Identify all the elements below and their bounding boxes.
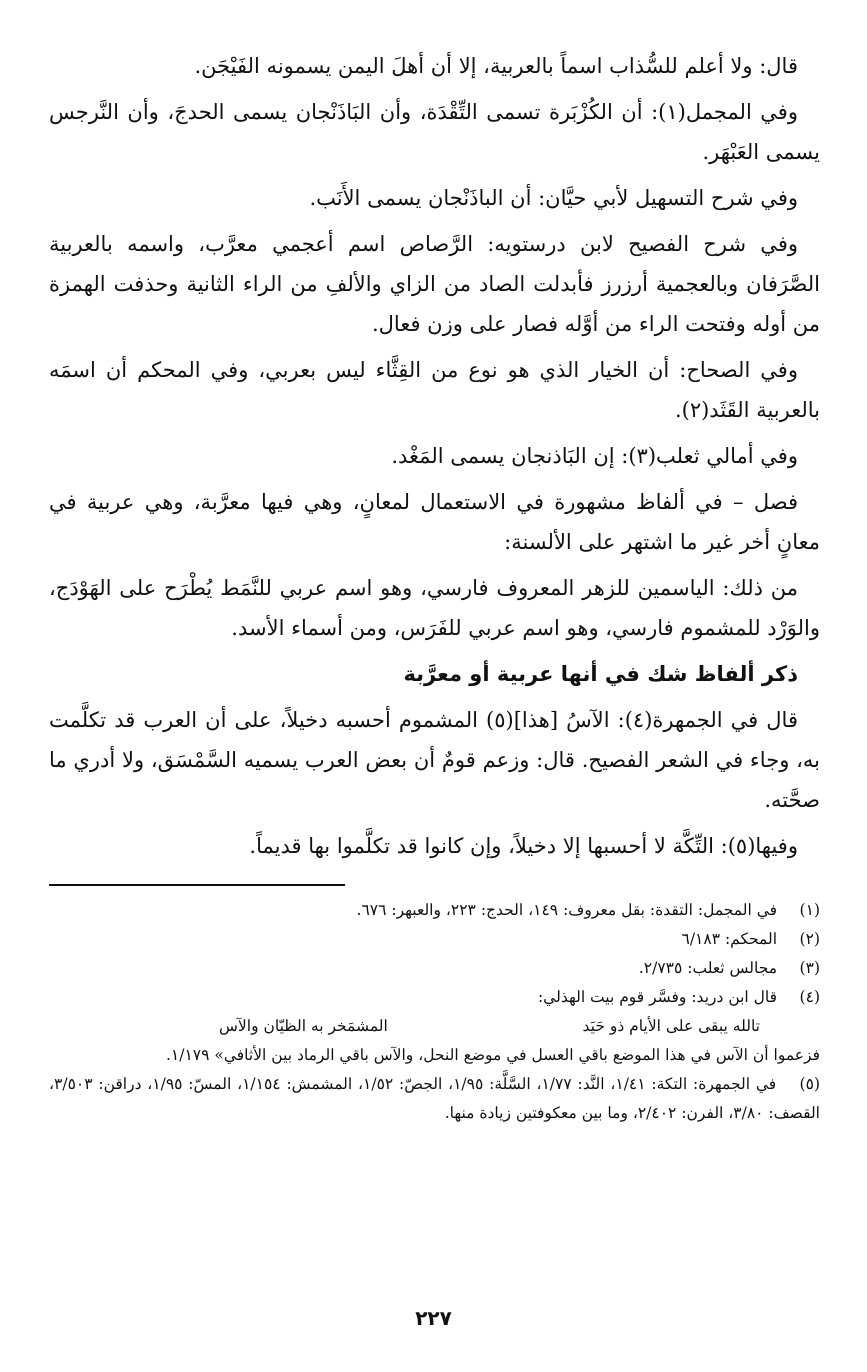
paragraph-sudhab: قال: ولا أعلم للسُّذاب اسماً بالعربية، إلا أن أهلَ اليمن يسمونه الفَيْجَن. [194, 54, 798, 78]
section-heading: ذكر ألفاظ شك في أنها عربية أو معرَّبة [403, 662, 798, 686]
footnote-4-continuation: فزعموا أن الآس في هذا الموضع باقي العسل في موضع النحل، والآس باقي الرماد بين الأثافي» ١/١٧٩. [165, 1046, 820, 1064]
footnote-number: (٤) [799, 988, 820, 1006]
footnote-number: (١) [799, 901, 820, 919]
footnote-1 [49, 896, 820, 925]
paragraph-tashil: وفي شرح التسهيل لأبي حيَّان: أن الباذَنْجان يسمى الأَنَب. [309, 186, 798, 210]
footnote-5 [49, 1070, 820, 1128]
footnote-number: (٥) [799, 1075, 820, 1093]
footnote-text: مجالس ثعلب: ٢/٧٣٥. [638, 959, 778, 977]
footnote-number: (٣) [799, 959, 820, 977]
footnote-2 [49, 925, 820, 954]
footnote-number: (٢) [799, 930, 820, 948]
footnote-3 [49, 954, 820, 983]
poem-verse [49, 1012, 820, 1041]
footnote-separator-wrap [49, 872, 820, 896]
footnote-text: في الجمهرة: التكة: ١/٤١، النَّد: ١/٧٧، السَّلَّة: ١/٩٥، الجصّ: ١/٥٢، المشمش: ١/١٥٤، المسّ: ١/٩٥، دراقن: ٣/٥٠٣، القصف: ٣/٨٠، الفرن: ٢/٤٠٢، وما بين معكوفتين زيادة منها. [49, 1075, 820, 1122]
paragraph-fasih: وفي شرح الفصيح لابن درستويه: الرَّصاص اسم أعجمي معرَّب، واسمه بالعربية الصَّرَفان وبالعجمية أرزرز فأبدلت الصاد من الزاي والألفِ من الراء الثانية وحذفت الهمزة من أوله وفتحت الراء من أوَّله فصار على وزن فعال. [49, 232, 820, 336]
footnote-separator [49, 884, 345, 886]
footnote-text: في المجمل: التقدة: بقل معروف: ١٤٩، الحدج: ٢٢٣، والعبهر: ٦٧٦. [356, 901, 778, 919]
paragraph-fasl: فصل – في ألفاظ مشهورة في الاستعمال لمعانٍ، وهي فيها معرَّبة، وهي عربية في معانٍ أخر غير ما اشتهر على الألسنة: [49, 490, 820, 554]
footnote-text: قال ابن دريد: وفسَّر قوم بيت الهذلي: [537, 988, 778, 1006]
poem-first-hemistich: تالله يبقى على الأيام ذو حَيَد [582, 1017, 760, 1035]
paragraph-sihah: وفي الصحاح: أن الخيار الذي هو نوع من القِثَّاء ليس بعربي، وفي المحكم أن اسمَه بالعربية القَثَد(٢). [49, 358, 820, 422]
footnote-text: المحكم: ٦/١٨٣ [681, 930, 778, 948]
page-body [49, 46, 820, 1128]
page-number: ٢٢٧ [415, 1306, 452, 1330]
paragraph-jamhara: قال في الجمهرة(٤): الآسُ [هذا](٥) المشموم أحسبه دخيلاً، على أن العرب قد تكلَّمت به، وجاء في الشعر الفصيح. قال: وزعم قومٌ أن بعض العرب يسميه السَّمْسَق، ولا أدري ما صحَّته. [49, 708, 820, 812]
footnote-4 [49, 983, 820, 1012]
poem-second-hemistich: المشمَخر به الظيّان والآس [219, 1017, 388, 1035]
paragraph-tikka: وفيها(٥): التِّكَّة لا أحسبها إلا دخيلاً، وإن كانوا قد تكلَّموا بها قديماً. [249, 834, 798, 858]
footnotes [49, 896, 820, 1128]
paragraph-mujmal: وفي المجمل(١): أن الكُزْبَرة تسمى التِّقْدَة، وأن البَاذَنْجان يسمى الحدجَ، وأن النَّرجس يسمى العَبْهَر. [49, 100, 820, 164]
paragraph-yasmin: من ذلك: الياسمين للزهر المعروف فارسي، وهو اسم عربي للنَّمَط يُطْرَح على الهَوْدَج، والوَرْد للمشموم فارسي، وهو اسم عربي للفَرَس، ومن أسماء الأسد. [49, 576, 820, 640]
paragraph-thaalab: وفي أمالي ثعلب(٣): إن البَاذنجان يسمى المَغْد. [391, 444, 798, 468]
